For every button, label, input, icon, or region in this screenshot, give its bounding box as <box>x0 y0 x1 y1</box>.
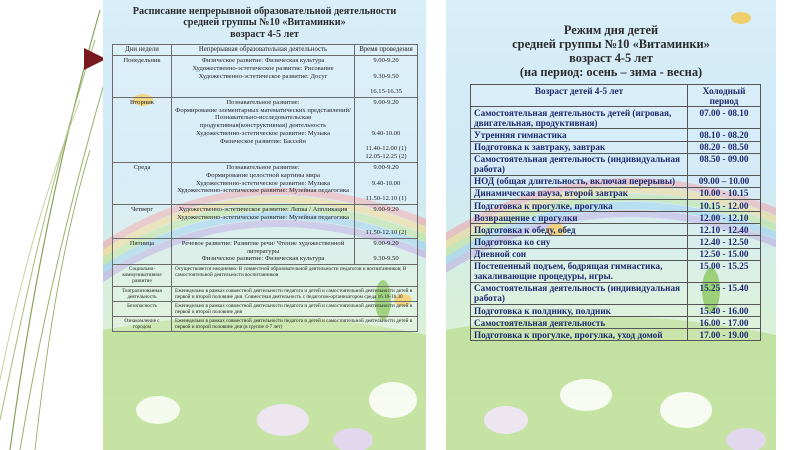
activity-cell: Подготовка ко сну <box>471 236 688 248</box>
right-title-line: (на период: осень – зима - весна) <box>519 64 703 79</box>
day-cell: Четверг <box>113 204 172 238</box>
activity-cell: НОД (общая длительность, включая перерывы) <box>471 175 688 187</box>
left-poster-title <box>103 6 426 40</box>
table-row <box>471 317 761 329</box>
activity-cell: Утренняя гимнастика <box>471 129 688 141</box>
right-title-line: средней группы №10 «Витаминки» <box>512 36 710 51</box>
column-header: Дни недели <box>113 45 172 56</box>
activity-cell: Самостоятельная деятельность (индивидуальная работа) <box>471 153 688 175</box>
time-cell: 9.00-9.20 9.30-9.50 16.15-16.35 <box>355 56 418 98</box>
table-row <box>113 97 418 162</box>
activity-cell: Динамическая пауза, второй завтрак <box>471 187 688 199</box>
time-cell: 15.25 - 15.40 <box>688 282 761 304</box>
activity-cell: Физическое развитие: Физическая культура Художественно-эстетическое развитие: Рисование Художественно-эстетическое развитие: Досуг <box>172 56 355 98</box>
time-cell: 08.10 - 08.20 <box>688 129 761 141</box>
table-row <box>471 260 761 282</box>
time-cell: 15.00 - 15.25 <box>688 260 761 282</box>
time-cell: 9.00-9.20 9.40-10.00 11.40-12.00 (1) 12.05-12.25 (2) <box>355 97 418 162</box>
area-text-cell: Осуществляется ежедневно: В совместной образовательной деятельности педагогов и воспитанников; В самостоятельной деятельности воспитанников <box>172 265 418 286</box>
table-header-row <box>471 85 761 107</box>
left-title-line: Расписание непрерывной образовательной деятельности <box>132 6 397 17</box>
time-cell: 15.40 - 16.00 <box>688 305 761 317</box>
time-cell: 12.50 - 15.00 <box>688 248 761 260</box>
table-row <box>471 282 761 304</box>
time-cell: 10.00 - 10.15 <box>688 187 761 199</box>
time-cell: 12.00 - 12.10 <box>688 212 761 224</box>
area-text-cell: Еженедельно в рамках совместной деятельности педагога и детей и самостоятельной деятельности детей в первой и второй половине дня. Совместная деятельность с педагогом-организатором среда 16.10-16.30 <box>172 286 418 301</box>
table-row <box>471 212 761 224</box>
column-header: Холодный период <box>688 85 761 107</box>
time-cell: 9.00-9.20 11.50-12.10 (2) <box>355 204 418 238</box>
time-cell: 17.00 - 19.00 <box>688 329 761 341</box>
table-row <box>113 265 418 286</box>
table-row <box>471 248 761 260</box>
day-cell: Понедельник <box>113 56 172 98</box>
daily-routine-poster <box>446 0 776 450</box>
table-row <box>471 305 761 317</box>
activity-cell: Самостоятельная деятельность (индивидуальная работа) <box>471 282 688 304</box>
table-row <box>471 329 761 341</box>
time-cell: 9.00-9.20 9.30-9.50 <box>355 238 418 264</box>
time-cell: 07.00 - 08.10 <box>688 107 761 129</box>
table-row <box>113 301 418 316</box>
activity-cell: Подготовка к завтраку, завтрак <box>471 141 688 153</box>
time-cell: 12.10 - 12.40 <box>688 224 761 236</box>
activity-cell: Подготовка к полднику, полдник <box>471 305 688 317</box>
activity-cell: Подготовка к обеду, обед <box>471 224 688 236</box>
area-cell: Театрализованная деятельность <box>113 286 172 301</box>
table-row <box>113 317 418 332</box>
table-row <box>113 162 418 204</box>
time-cell: 08.20 - 08.50 <box>688 141 761 153</box>
time-cell: 08.50 - 09.00 <box>688 153 761 175</box>
table-row <box>471 187 761 199</box>
right-title-line: возраст 4-5 лет <box>569 50 653 65</box>
table-row <box>113 286 418 301</box>
time-cell: 12.40 - 12.50 <box>688 236 761 248</box>
left-title-line: возраст 4-5 лет <box>230 28 299 40</box>
nod-schedule-poster <box>103 0 426 450</box>
table-row <box>471 175 761 187</box>
activity-cell: Возвращение с прогулки <box>471 212 688 224</box>
activity-cell: Познавательное развитие: Формирование целостной картины мира Художественно-эстетическое развитие: Музыка Художественно-эстетическое развитие: Музейная педагогика <box>172 162 355 204</box>
nod-schedule-table <box>112 44 418 332</box>
activity-cell: Постепенный подъем, бодрящая гимнастика, закаливающие процедуры, игры. <box>471 260 688 282</box>
activity-cell: Познавательное развитие: Формирование элементарных математических представлений/ Познавательно-исследовательская продуктивная(конструктивная) деятельность Художественно-эстетическое развитие: Музыка Физическое развитие: Бассейн <box>172 97 355 162</box>
column-header: Непрерывная образовательная деятельность <box>172 45 355 56</box>
left-title-line: средней группы №10 «Витаминки» <box>183 17 346 29</box>
daily-routine-table <box>470 84 761 341</box>
day-cell: Среда <box>113 162 172 204</box>
time-cell: 10.15 - 12.00 <box>688 200 761 212</box>
activity-cell: Речевое развитие: Развитие речи/ Чтение художественной литературы Физическое развитие: Физическая культура <box>172 238 355 264</box>
area-cell: Ознакомление с городом <box>113 317 172 332</box>
column-header: Время проведения <box>355 45 418 56</box>
table-row <box>113 56 418 98</box>
day-cell: Вторник <box>113 97 172 162</box>
table-header-row <box>113 45 418 56</box>
activity-cell: Подготовка к прогулке, прогулка, уход домой <box>471 329 688 341</box>
activity-cell: Самостоятельная деятельность детей (игровая, двигательная, продуктивная) <box>471 107 688 129</box>
table-row <box>471 224 761 236</box>
time-cell: 16.00 - 17.00 <box>688 317 761 329</box>
table-row <box>471 129 761 141</box>
column-header: Возраст детей 4-5 лет <box>471 85 688 107</box>
table-row <box>471 153 761 175</box>
table-row <box>113 238 418 264</box>
activity-cell: Подготовка к прогулке, прогулка <box>471 200 688 212</box>
activity-cell: Самостоятельная деятельность <box>471 317 688 329</box>
area-cell: Социально-коммуникативное развитие <box>113 265 172 286</box>
activity-cell: Дневной сон <box>471 248 688 260</box>
area-text-cell: Еженедельно в рамках совместной деятельности педагога и детей и самостоятельной деятельности детей в первой и второй половине дня (в группе 4-7 лет) <box>172 317 418 332</box>
table-row <box>113 204 418 238</box>
day-cell: Пятница <box>113 238 172 264</box>
table-row <box>471 236 761 248</box>
table-row <box>471 141 761 153</box>
area-text-cell: Еженедельно в рамках совместной деятельности педагога и детей и самостоятельной деятельности детей в первой и второй половине дня <box>172 301 418 316</box>
right-poster-title <box>446 24 776 80</box>
time-cell: 9.00-9.20 9.40-10.00 11.50-12.10 (1) <box>355 162 418 204</box>
table-row <box>471 107 761 129</box>
right-title-line: Режим дня детей <box>563 23 659 37</box>
table-row <box>471 200 761 212</box>
time-cell: 09.00 – 10.00 <box>688 175 761 187</box>
activity-cell: Художественно-эстетическое развитие: Лепка / Аппликация Художественно-эстетическое развитие: Музейная педагогика <box>172 204 355 238</box>
area-cell: Безопасность <box>113 301 172 316</box>
